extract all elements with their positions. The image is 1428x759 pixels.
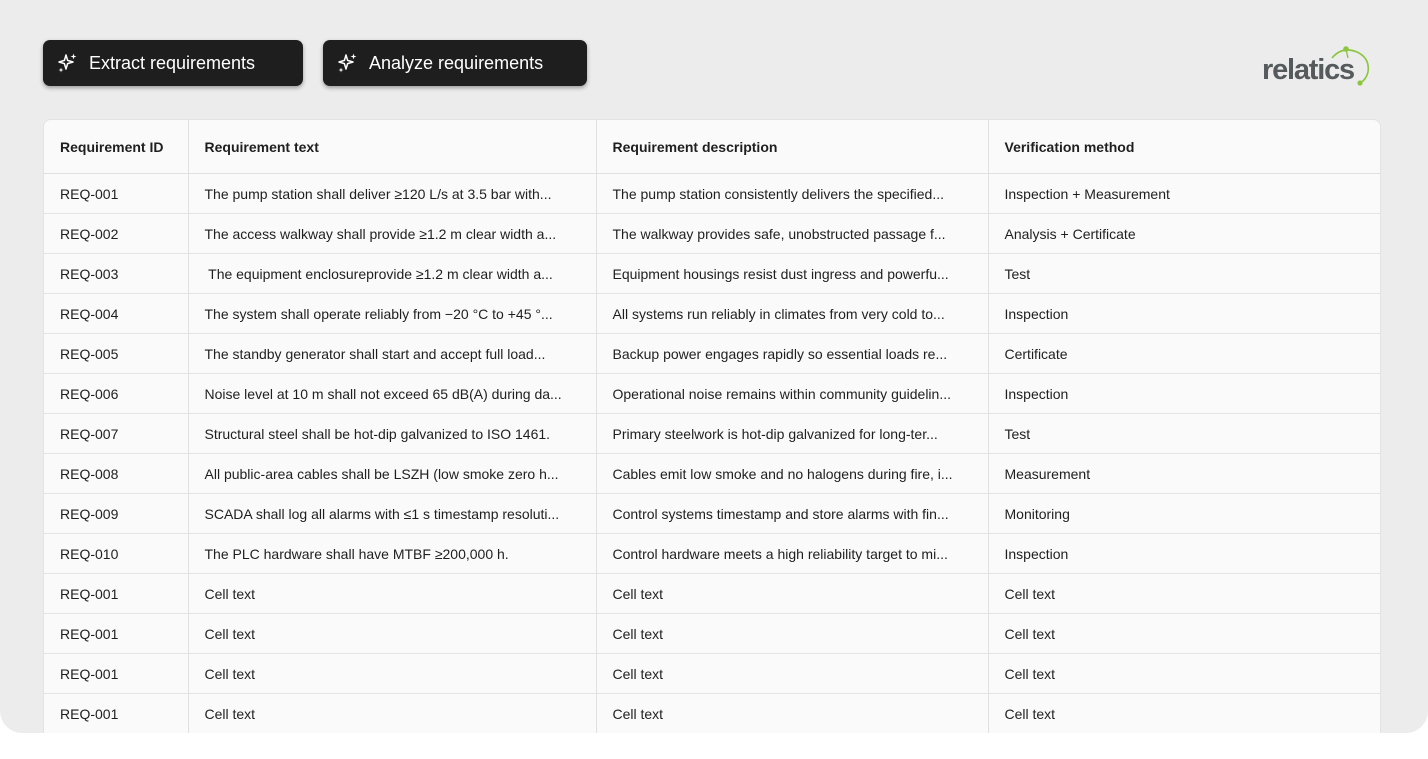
cell-requirement-id[interactable]: REQ-010 (44, 534, 188, 574)
table-row[interactable] (44, 334, 1380, 374)
relatics-logo (1262, 46, 1374, 88)
cell-requirement-description[interactable]: Cell text (596, 614, 988, 654)
requirements-table (43, 119, 1381, 733)
cell-requirement-id[interactable]: REQ-005 (44, 334, 188, 374)
cell-requirement-id[interactable]: REQ-002 (44, 214, 188, 254)
cell-requirement-description[interactable]: Cables emit low smoke and no halogens during fire, i... (596, 454, 988, 494)
cell-requirement-text[interactable]: The standby generator shall start and accept full load... (188, 334, 596, 374)
cell-requirement-id[interactable]: REQ-001 (44, 654, 188, 694)
cell-verification-method[interactable]: Cell text (988, 654, 1380, 694)
cell-verification-method[interactable]: Inspection (988, 534, 1380, 574)
cell-requirement-description[interactable]: All systems run reliably in climates from very cold to... (596, 294, 988, 334)
cell-verification-method[interactable]: Monitoring (988, 494, 1380, 534)
cell-verification-method[interactable]: Cell text (988, 614, 1380, 654)
cell-requirement-text[interactable]: All public-area cables shall be LSZH (low smoke zero h... (188, 454, 596, 494)
cell-requirement-id[interactable]: REQ-008 (44, 454, 188, 494)
cell-verification-method[interactable]: Inspection + Measurement (988, 174, 1380, 214)
cell-requirement-text[interactable]: The access walkway shall provide ≥1.2 m clear width a... (188, 214, 596, 254)
table-row[interactable] (44, 694, 1380, 734)
table-row[interactable] (44, 414, 1380, 454)
table-header-row (44, 120, 1380, 174)
table-row[interactable] (44, 174, 1380, 214)
cell-requirement-text[interactable]: SCADA shall log all alarms with ≤1 s timestamp resoluti... (188, 494, 596, 534)
cell-requirement-description[interactable]: The pump station consistently delivers the specified... (596, 174, 988, 214)
cell-requirement-description[interactable]: Control systems timestamp and store alarms with fin... (596, 494, 988, 534)
extract-requirements-button[interactable] (43, 40, 303, 86)
cell-requirement-text[interactable]: Cell text (188, 574, 596, 614)
extract-requirements-label: Extract requirements (89, 52, 256, 73)
logo-text: relatics (1262, 54, 1354, 86)
cell-requirement-id[interactable]: REQ-009 (44, 494, 188, 534)
cell-requirement-description[interactable]: Operational noise remains within community guidelin... (596, 374, 988, 414)
table-row[interactable] (44, 374, 1380, 414)
cell-requirement-id[interactable]: REQ-001 (44, 614, 188, 654)
table-row[interactable] (44, 614, 1380, 654)
table-row[interactable] (44, 294, 1380, 334)
cell-verification-method[interactable]: Measurement (988, 454, 1380, 494)
table-row[interactable] (44, 254, 1380, 294)
cell-requirement-description[interactable]: The walkway provides safe, unobstructed passage f... (596, 214, 988, 254)
table-row[interactable] (44, 454, 1380, 494)
cell-requirement-text[interactable]: Structural steel shall be hot-dip galvanized to ISO 1461. (188, 414, 596, 454)
cell-requirement-description[interactable]: Cell text (596, 694, 988, 734)
cell-verification-method[interactable]: Test (988, 414, 1380, 454)
cell-requirement-text[interactable]: Cell text (188, 654, 596, 694)
column-header-requirement-id[interactable]: Requirement ID (44, 120, 188, 174)
table-row[interactable] (44, 654, 1380, 694)
cell-requirement-description[interactable]: Backup power engages rapidly so essential loads re... (596, 334, 988, 374)
cell-requirement-description[interactable]: Cell text (596, 574, 988, 614)
cell-requirement-id[interactable]: REQ-001 (44, 174, 188, 214)
cell-verification-method[interactable]: Cell text (988, 694, 1380, 734)
sparkle-icon (55, 51, 79, 75)
cell-verification-method[interactable]: Test (988, 254, 1380, 294)
cell-requirement-text[interactable]: The PLC hardware shall have MTBF ≥200,000 h. (188, 534, 596, 574)
cell-requirement-text[interactable]: The system shall operate reliably from −20 °C to +45 °... (188, 294, 596, 334)
analyze-requirements-label: Analyze requirements (369, 52, 544, 73)
table-row[interactable] (44, 214, 1380, 254)
cell-requirement-text[interactable]: Cell text (188, 614, 596, 654)
column-header-requirement-text[interactable]: Requirement text (188, 120, 596, 174)
cell-requirement-id[interactable]: REQ-007 (44, 414, 188, 454)
cell-verification-method[interactable]: Certificate (988, 334, 1380, 374)
cell-requirement-description[interactable]: Primary steelwork is hot-dip galvanized for long-ter... (596, 414, 988, 454)
column-header-requirement-description[interactable]: Requirement description (596, 120, 988, 174)
cell-requirement-text[interactable]: Noise level at 10 m shall not exceed 65 dB(A) during da... (188, 374, 596, 414)
table-row[interactable] (44, 534, 1380, 574)
cell-requirement-text[interactable]: The equipment enclosureprovide ≥1.2 m clear width a... (188, 254, 596, 294)
table-row[interactable] (44, 574, 1380, 614)
cell-requirement-id[interactable]: REQ-003 (44, 254, 188, 294)
cell-requirement-id[interactable]: REQ-004 (44, 294, 188, 334)
sparkle-icon (335, 51, 359, 75)
table-row[interactable] (44, 494, 1380, 534)
cell-requirement-id[interactable]: REQ-001 (44, 574, 188, 614)
network-node-icon (1262, 46, 1374, 88)
cell-verification-method[interactable]: Cell text (988, 574, 1380, 614)
cell-requirement-text[interactable]: Cell text (188, 694, 596, 734)
cell-verification-method[interactable]: Analysis + Certificate (988, 214, 1380, 254)
cell-verification-method[interactable]: Inspection (988, 374, 1380, 414)
analyze-requirements-button[interactable] (323, 40, 587, 86)
cell-requirement-id[interactable]: REQ-001 (44, 694, 188, 734)
column-header-verification-method[interactable]: Verification method (988, 120, 1380, 174)
cell-verification-method[interactable]: Inspection (988, 294, 1380, 334)
cell-requirement-id[interactable]: REQ-006 (44, 374, 188, 414)
cell-requirement-description[interactable]: Control hardware meets a high reliability target to mi... (596, 534, 988, 574)
cell-requirement-description[interactable]: Equipment housings resist dust ingress and powerfu... (596, 254, 988, 294)
cell-requirement-description[interactable]: Cell text (596, 654, 988, 694)
cell-requirement-text[interactable]: The pump station shall deliver ≥120 L/s at 3.5 bar with... (188, 174, 596, 214)
